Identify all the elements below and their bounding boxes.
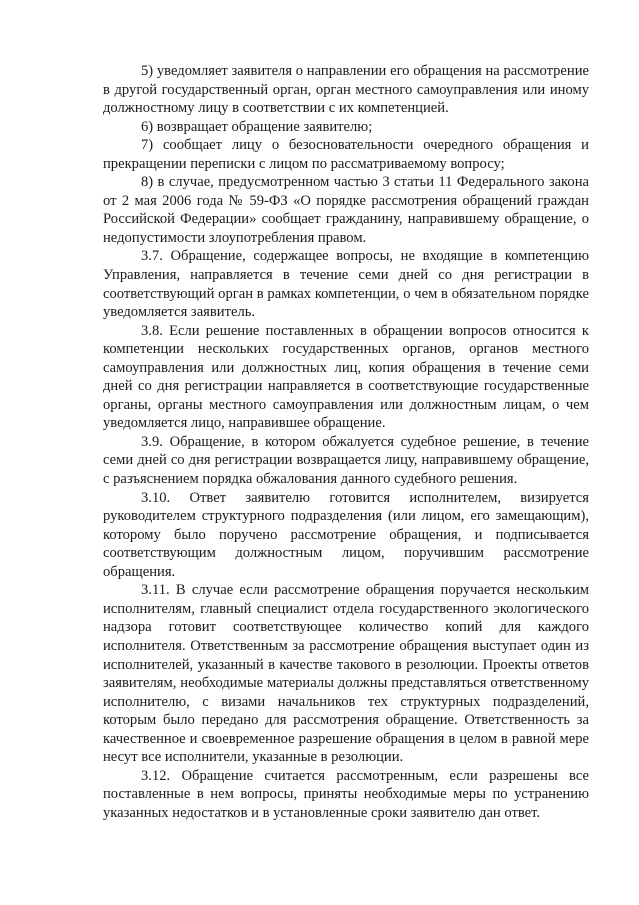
document-body	[103, 62, 589, 822]
paragraph-item-6: 6) возвращает обращение заявителю;	[141, 118, 373, 135]
paragraph-item-8: 8) в случае, предусмотренном частью 3 статьи 11 Федерального закона от 2 мая 2006 года № 59-ФЗ «О порядке рассмотрения обращений граждан Российской Федерации» сообщает гражданину, направившему обращение, о недопустимости злоупотребления правом.	[103, 174, 589, 246]
paragraph-3-12: 3.12. Обращение считается рассмотренным, если разрешены все поставленные в нем вопросы, приняты необходимые меры по устранению указанных недостатков и в установленные сроки заявителю дан ответ.	[103, 767, 589, 821]
paragraph-3-7: 3.7. Обращение, содержащее вопросы, не входящие в компетенцию Управления, направляется в течение семи дней со дня регистрации в соответствующий орган в рамках компетенции, о чем в обязательном порядке уведомляется заявитель.	[103, 248, 589, 321]
paragraph-3-11: 3.11. В случае если рассмотрение обращения поручается нескольким исполнителям, главный специалист отдела государственного экологического надзора готовит соответствующее количество копий для каждого исполнителя. Ответственным за рассмотрение обращения выступает один из исполнителей, указанный в качестве такового в резолюции. Проекты ответов заявителям, необходимые материалы должны представляться ответственному исполнителю, с визами начальников тех структурных подразделений, которым было передано для рассмотрения обращение. Ответственность за качественное и своевременное разрешение обращения в целом в равной мере несут все исполнители, указанные в резолюции.	[103, 582, 589, 766]
paragraph-item-5: 5) уведомляет заявителя о направлении его обращения на рассмотрение в другой государственный орган, орган местного самоуправления или иному должностному лицу в соответствии с их компетенцией.	[103, 63, 589, 117]
paragraph-3-8: 3.8. Если решение поставленных в обращении вопросов относится к компетенции нескольких государственных органов, органов местного самоуправления или должностных лиц, копия обращения в течение семи дней со дня регистрации направляется в соответствующие государственные органы, органы местного самоуправления или должностным лицам, о чем уведомляется лицо, направившее обращение.	[103, 322, 589, 432]
paragraph-3-9: 3.9. Обращение, в котором обжалуется судебное решение, в течение семи дней со дня регистрации возвращается лицу, направившему обращение, с разъяснением порядка обжалования данного судебного решения.	[103, 433, 589, 488]
paragraph-item-7: 7) сообщает лицу о безосновательности очередного обращения и прекращении переписки с лицом по рассматриваемому вопросу;	[103, 137, 589, 172]
paragraph-3-10: 3.10. Ответ заявителю готовится исполнителем, визируется руководителем структурного подразделения (или лицом, его замещающим), которому было поручено рассмотрение обращения, и подписывается соответствующим должностным лицом, поручившим рассмотрение обращения.	[103, 489, 589, 580]
